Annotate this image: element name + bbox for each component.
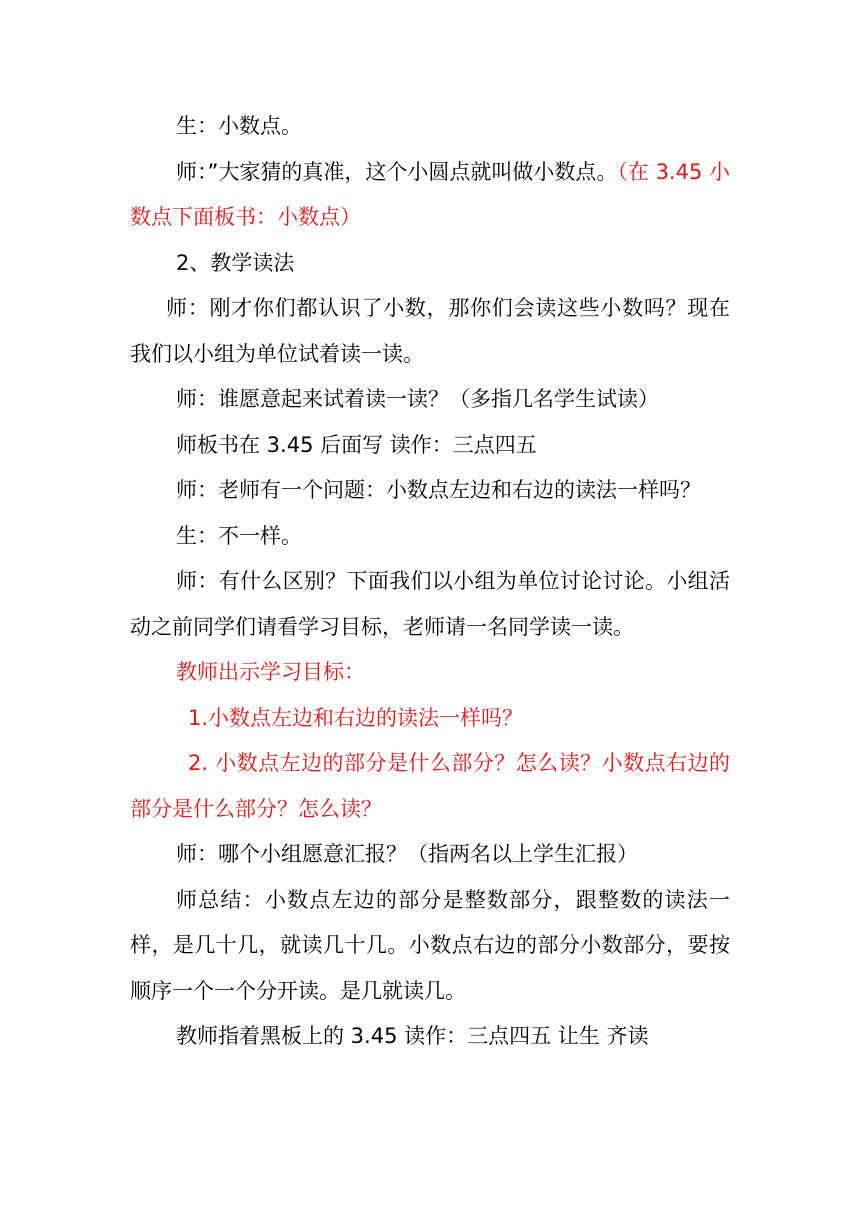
teacher-line-text: 师：”大家猜的真准，这个小圆点就叫做小数点。: [176, 159, 618, 184]
dialogue-teacher-question: 师：老师有一个问题：小数点左边和右边的读法一样吗？: [176, 478, 701, 502]
dialogue-teacher-volunteer: 师：谁愿意起来试着读一读？（多指几名学生试读）: [176, 387, 659, 411]
learning-goal-2: 2. 小数点左边的部分是什么部分？怎么读？小数点右边的部分是什么部分？怎么读？: [130, 751, 730, 821]
document-body: [130, 104, 730, 1060]
board-writing-note: （在 3.45 小数点下面板书：小数点）: [130, 159, 730, 229]
dialogue-student-reply: 生：不一样。: [176, 523, 302, 548]
dialogue-teacher-decimal-point: [130, 150, 730, 241]
dialogue-student-answer: 生：小数点。: [176, 114, 302, 138]
dialogue-teacher-prompt: 师：刚才你们都认识了小数，那你们会读这些小数吗？现在我们以小组为单位试着读一读。: [130, 296, 730, 366]
learning-goal-1: 1.小数点左边和右边的读法一样吗？: [188, 705, 524, 730]
learning-goals-heading: 教师出示学习目标：: [176, 660, 365, 684]
dialogue-teacher-report: 师：哪个小组愿意汇报？（指两名以上学生汇报）: [176, 842, 638, 866]
section-heading-reading: 2、教学读法: [176, 250, 295, 275]
teacher-summary: 师总结：小数点左边的部分是整数部分，跟整数的读法一样，是几十几，就读几十几。小数点右边的部分小数部分，要按顺序一个一个分开读。是几就读几。: [130, 887, 730, 1003]
teacher-closing-instruction: 教师指着黑板上的 3.45 读作：三点四五 让生 齐读: [176, 1024, 649, 1048]
dialogue-teacher-discussion: 师：有什么区别？下面我们以小组为单位讨论讨论。小组活动之前同学们请看学习目标，老师请一名同学读一读。: [130, 569, 730, 639]
teacher-board-note: 师板书在 3.45 后面写 读作：三点四五: [176, 432, 537, 457]
